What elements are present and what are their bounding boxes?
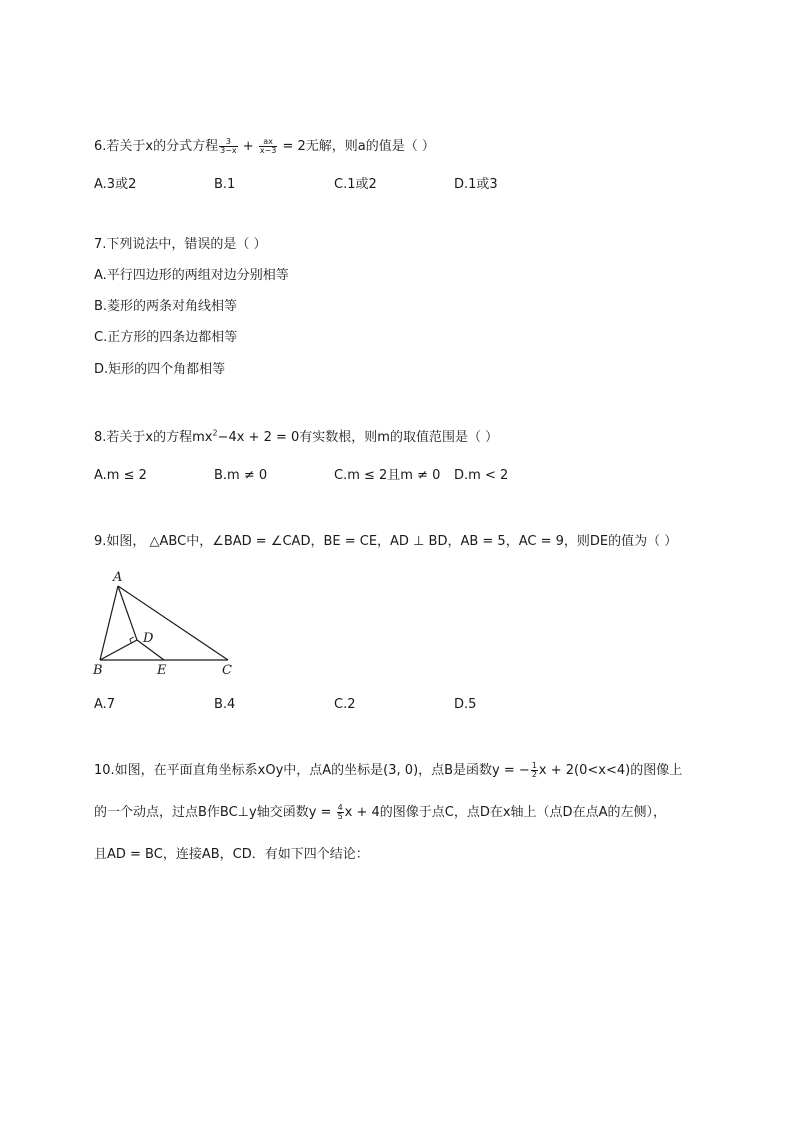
label-e: E xyxy=(157,663,167,678)
question-9-stem: 9.如图， △ABC中，∠BAD = ∠CAD，BE = CE，AD ⊥ BD，AB = 5，AC = 9，则DE的值为（ ） xyxy=(94,534,678,549)
q6-frac2-numerator: ax xyxy=(259,138,278,147)
q7-option-b: B.菱形的两条对角线相等 xyxy=(94,299,238,314)
label-c: C xyxy=(222,663,232,678)
question-10-line-3: 且AD = BC，连接AB，CD．有如下四个结论： xyxy=(94,847,369,862)
question-7-stem: 7.下列说法中，错误的是（ ） xyxy=(94,237,267,252)
q8-prefix: 8.若关于x的方程mx xyxy=(94,430,213,445)
segment-ac xyxy=(118,586,228,660)
q9-option-a: A.7 xyxy=(94,697,116,712)
question-8-stem xyxy=(94,429,498,447)
label-a: A xyxy=(113,570,123,585)
q10-line2-prefix: 的一个动点，过点B作BC⊥y轴交函数y = xyxy=(94,805,336,820)
q6-fraction-2 xyxy=(259,138,278,155)
q6-option-a: A.3或2 xyxy=(94,177,137,192)
q10-line2-suffix: x + 4的图像于点C，点D在x轴上（点D在点A的左侧）， xyxy=(344,805,666,820)
q7-option-d: D.矩形的四个角都相等 xyxy=(94,362,226,377)
question-6-stem xyxy=(94,138,435,156)
q6-plus: + xyxy=(238,139,258,154)
q9-option-d: D.5 xyxy=(454,697,477,712)
q6-suffix: = 2无解，则a的值是（ ） xyxy=(278,139,435,154)
q10-line1-suffix: x + 2(0<x<4)的图像上 xyxy=(538,763,683,778)
q7-option-c: C.正方形的四条边都相等 xyxy=(94,330,238,345)
q6-option-c: C.1或2 xyxy=(334,177,377,192)
q10-frac1-denominator: 2 xyxy=(531,770,537,779)
q8-option-a: A.m ≤ 2 xyxy=(94,468,147,483)
q6-frac1-numerator: 3 xyxy=(219,138,238,147)
triangle-figure xyxy=(88,566,238,678)
label-d: D xyxy=(143,631,154,646)
q10-frac1-numerator: 1 xyxy=(531,761,537,770)
segment-ad xyxy=(118,586,137,640)
q9-option-b: B.4 xyxy=(214,697,236,712)
q8-option-b: B.m ≠ 0 xyxy=(214,468,268,483)
q10-frac2-numerator: 4 xyxy=(337,803,343,812)
q6-fraction-1 xyxy=(219,138,238,155)
segment-ab xyxy=(100,586,118,660)
q10-line1-prefix: 10.如图，在平面直角坐标系xOy中，点A的坐标是(3, 0)，点B是函数y = − xyxy=(94,763,530,778)
q8-option-c: C.m ≤ 2且m ≠ 0 xyxy=(334,468,441,483)
q10-frac2-denominator: 5 xyxy=(337,812,343,821)
q8-suffix: −4x + 2 = 0有实数根，则m的取值范围是（ ） xyxy=(217,430,499,445)
q9-option-c: C.2 xyxy=(334,697,356,712)
q10-fraction-2 xyxy=(337,804,344,821)
q10-fraction-1 xyxy=(531,762,538,779)
q6-option-b: B.1 xyxy=(214,177,236,192)
q6-prefix: 6.若关于x的分式方程 xyxy=(94,139,219,154)
q7-option-a: A.平行四边形的两组对边分别相等 xyxy=(94,268,289,283)
question-10-line-1 xyxy=(94,762,682,780)
q8-option-d: D.m < 2 xyxy=(454,468,509,483)
q8-exponent: 2 xyxy=(212,428,218,438)
q6-frac1-denominator: 3−x xyxy=(220,146,237,155)
q6-frac2-denominator: x−3 xyxy=(259,146,277,155)
q6-option-d: D.1或3 xyxy=(454,177,498,192)
label-b: B xyxy=(93,663,103,678)
question-10-line-2 xyxy=(94,804,666,822)
